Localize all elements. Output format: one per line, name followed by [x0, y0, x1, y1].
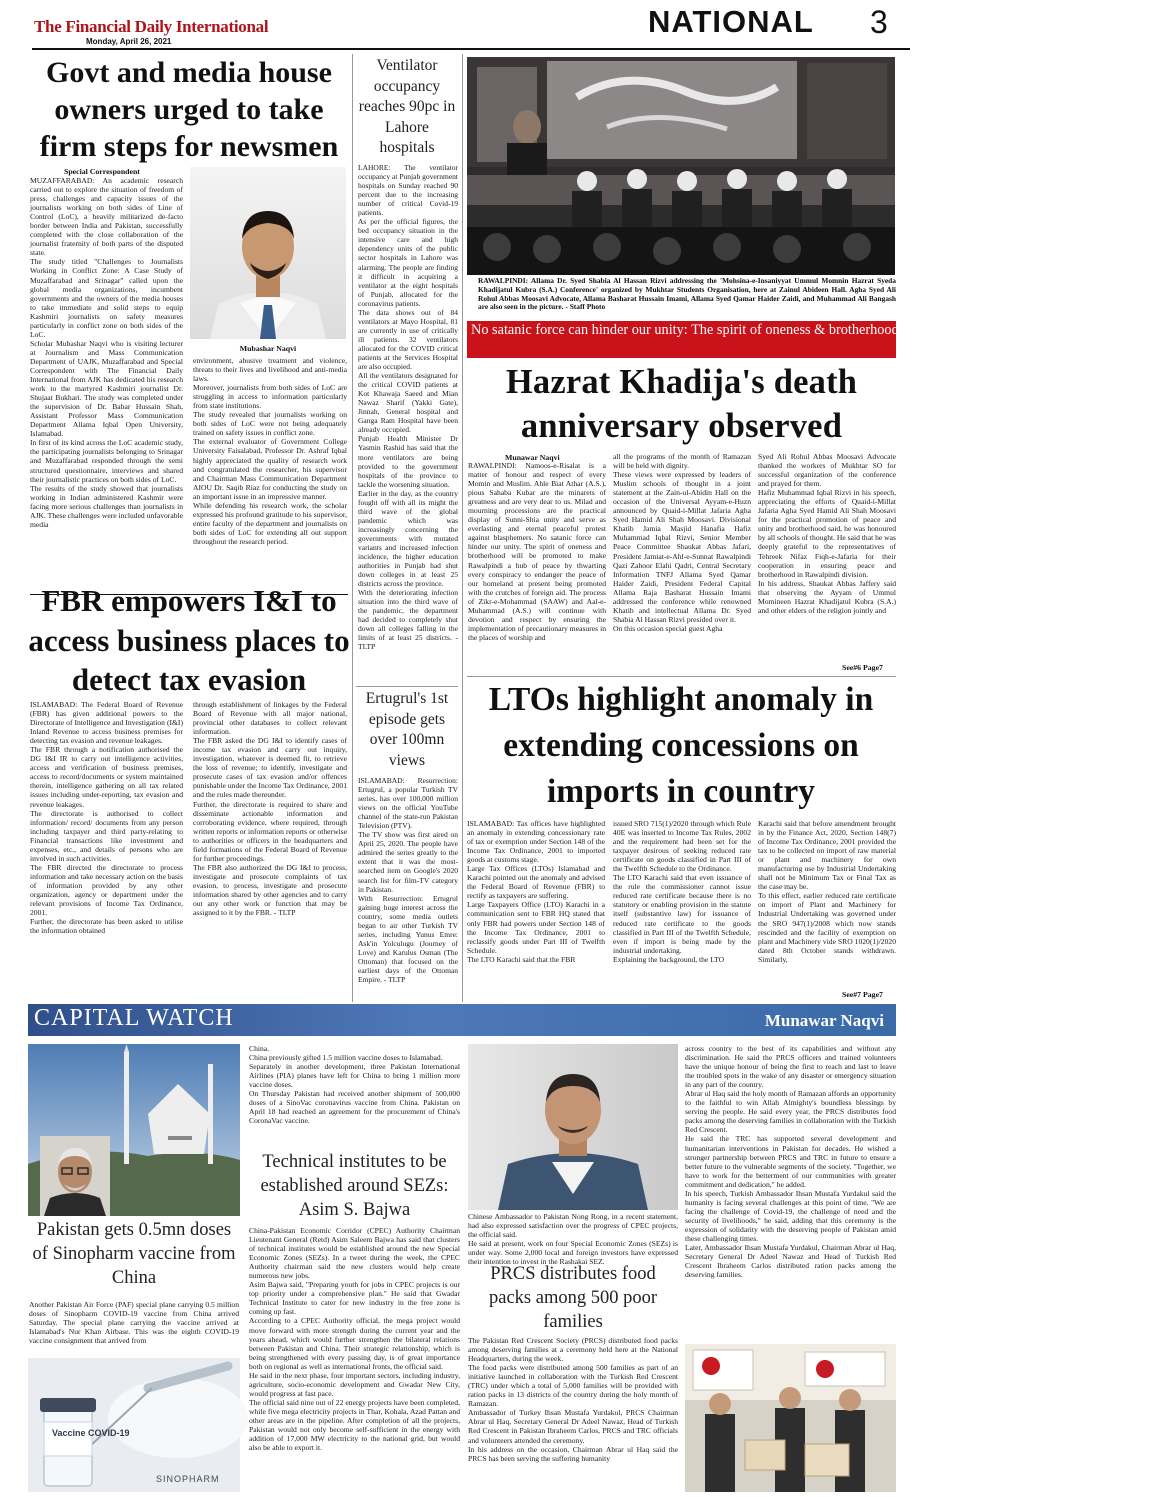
- article1-photo-caption: Mubashar Naqvi: [239, 344, 297, 353]
- article3-byline: Munawar Naqvi: [505, 453, 560, 462]
- capital-watch-band: [28, 1004, 896, 1036]
- article5-body: ISLAMABAD: Resurrection: Ertugrul, a popular Turkish TV series, has over 100,000 million views on the official YouTube channel of the state-run Pakistan Television (PTV). The TV show was first aired on April 25, 2020. The people have admired the series greatly to the extent that it was the most-searched item on Google's 2020 search list for film-TV category in Pakistan. With Resurrection: Ertugrul gaining huge interest across the country, some media outlets began to air other Turkish TV series, including Yunus Emre: Ask'in Yolculugu (Journey of Love) and Karulus Osman (The Ottoman) that focused on the earliest days of the Ottoman Empire. - TLTP: [358, 776, 458, 985]
- vaccine-photo: [28, 1358, 240, 1492]
- article2-body: LAHORE: The ventilator occupancy at Punjab government hospitals on Sunday reached 90 percent due to the increasing number of critical Covid-19 patients. As per the official figures, the bed occupancy situation in the intensive care and high dependency units of the public sector hospitals in Lahore was alarming. The people are finding it difficult in acquiring a ventilator at the eight hospitals of Punjab, allocated for the coronavirus patients. The data shows out of 84 ventilators at Mayo Hospital, 81 are currently in use of critically ill patients. 32 ventilators allocated for the COVID critical patients at the Services Hospital are also occupied. All the ventilators designated for the critical COVID patients at Kot Khawaja Saeed and Mian Nawaz Sharif (Yakki Gate), Jinnah, General hospital and Ganga Ram Hospital have been already occupied. Punjab Health Minister Dr Yasmin Rashid has said that the more ventilators are being provided to the government hospitals of the province to tackle the worsening situation. Earlier in the day, as the country fought off with all its might the third wave of the global pandemic which was increasingly concerning the governments with mutated variants and increased infection incidence, the higher education authorities in Punjab had shut down colleges in at least 25 districts across the province. With the deteriorating infection situation into the third wave of the pandemic, the department had decided to completely shut down all colleges falling in the limits of at least 25 districts. - TLTP: [358, 163, 458, 652]
- article7-headline: Pakistan gets 0.5mn doses of Sinopharm vaccine from China: [32, 1220, 236, 1288]
- vaccine-label-line1: Vaccine COVID-19: [52, 1428, 130, 1438]
- article5-headline: Ertugrul's 1st episode gets over 100mn views: [365, 690, 449, 769]
- article3-kicker-band: [467, 321, 1151, 358]
- article4-headline: FBR empowers I&I to access business places to detect tax evasion: [28, 583, 350, 697]
- article10-body: The Pakistan Red Crescent Society (PRCS) distributed food packs among deserving families at a ceremony held here at the National Headquarters, during the week. The food packs were distributed among 500 families as part of an initiative launched in collaboration with the Turkish Red Crescent (TRC) under which a total of 5,000 families will be provided with ration packs in 13 districts of the country during the holy month of Ramazan. Ambassador of Turkey Ihsan Mustafa Yurdakul, PRCS Chairman Abrar ul Haq, Secretary General Dr Adeel Nawaz, Head of Turkish Red Crescent in Pakistan Ibraheem Carlos, PRCS and TRC officials and volunteers attended the ceremony. In his address on the occasion, Chairman Abrar ul Haq said the PRCS has been serving the suffering humanity: [468, 1336, 678, 1463]
- masthead-rule: [32, 48, 910, 50]
- page-number: 3: [870, 4, 888, 40]
- divider-ertugrul: [356, 686, 458, 687]
- col-rule-1: [352, 54, 353, 1002]
- article6-headline: LTOs highlight anomaly in extending concessions on imports in country: [488, 681, 874, 810]
- capital-watch-author: Munawar Naqvi: [764, 1011, 884, 1030]
- article10-headline: PRCS distributes food packs among 500 poor families: [488, 1264, 657, 1332]
- article6-col1: ISLAMABAD: Tax offices have highlighted an anomaly in extending concessionary rate of tax or exemption under Section 148 of the Income Tax Ordinance, 2001 to imported goods at customs stage. Large Tax Offices (LTOs) Islamabad and Karachi pointed out the anomaly and advised the Federal Board of Revenue (FBR) to rectify as taxpayers are suffering. Large Taxpayers Office (LTO) Karachi in a communication sent to FBR HQ stated that only FBR had powers under Section 148 of the Income Tax Ordinance, 2001 to reclassify goods under Part III of Twelfth Schedule. The LTO Karachi said that the FBR: [467, 819, 605, 964]
- article6-col3: Karachi said that before amendment brought in by the Finance Act, 2020, Section 148(7) of Income Tax Ordinance, 2001 provided the tax to be collected on import of raw material or plant and machinery for own manufacturing use by Industrial Undertaking shall not be Minimum Tax or Final Tax as the case may be. To this effect, earlier reduced rate certificate on import of Plant and Machinery for Industrial Undertaking was governed under the SRO 947(1)/2008 which now stands rescinded and the facility of exemption on plant and Machinery vide SRO 1020(1)/2020 dated 8th October stands withdrawn. Similarly,: [758, 819, 896, 964]
- article3-jump[interactable]: See#6 Page7: [842, 663, 883, 672]
- article6-jump[interactable]: See#7 Page7: [842, 990, 883, 999]
- article1-col1: MUZAFFARABAD: An academic research carried out to explore the situation of freedom of press, challenges and capacity issues of the journalists working on both sides of Line of Control (LoC), a heavily militarized de-facto border between India and Pakistan, successfully completed with the close collaboration of the journalist fraternity of both parts of the disputed state. The study titled "Challenges to Journalists Working in Conflict Zone: A Case Study of Muzaffarabad and Srinagar" called upon the global media organizations, incumbent governments and the owners of the media houses to take immediate and solid steps to equip Kashmiri journalists on safety measures particularly in conflict zone on both sides of the LoC. Scholar Mubashar Naqvi who is visiting lecturer at Journalism and Mass Communication Department of UAJK, Muzaffarabad and Special Correspondent with The Financial Daily International from AJK has dedicated his research work to the martyred Kashmiri journalist Dr. Shujaat Bukhari. The study was completed under the supervision of Dr. Babar Hussain Shah, Assistant Professor Mass Communication Department Allama Iqbal Open University, Islamabad. In first of its kind across the LoC academic study, the participating journalists belonging to Srinagar and Muzaffarabad responded through the semi structured questionnaire, interviews and shared their journalistic practices on both sides of LoC. The results of the study showed that journalists working in Indian administered Kashmir were facing more serious challenges than journalists in AJK. These challenges were included unfavorable media: [30, 176, 183, 529]
- article8-headline: Technical institutes to be established around SEZs: Asim S. Bajwa: [260, 1152, 449, 1220]
- article4-col1: ISLAMABAD: The Federal Board of Revenue (FBR) has given additional powers to the Directorate of Intelligence and Investigation (I&I) Inland Revenue to access business premises for detecting tax evasion and revenue leakages. The FBR through a notification authorised the DG I&I IR to carry out intelligence activities, access and verification of business premises, access to record/documents or system maintained therein, intelligence gathering on all tax related issues including under-reporting, tax evasion and revenue leakages. The directorate is authorised to collect information/ record/ documents from any person including taxpayer and third party-relating to Financial transactions like investment and expenses, etc., and details of persons who are involved in such activities. The FBR directed the directorate to process information and take necessary action on the basis of information provided by any other organization, agency or department under the relevant provisions of Income Tax Ordinance, 2001. Further, the directorate has been asked to utilise the information obtained: [30, 700, 183, 936]
- article7-body: Another Pakistan Air Force (PAF) special plane carrying 0.5 million doses of Sinopharm COVID-19 vaccine from China arrived Saturday. The special plane carrying the vaccine arrived at Islamabad's Nur Khan Airbase. This was the eighth COVID-19 vaccine consignment that arrived from: [29, 1300, 239, 1346]
- article3-kicker: No satanic force can hinder our unity: The spirit of oneness & brotherhood will be promoted, says conference speakers: [471, 322, 1151, 338]
- article10-col2: across country to the best of its capabilities and without any discrimination. He said the PRCS officers and trained volunteers have the unique honour of being the first to reach and last to leave the troubled spots in the wake of any disaster or emergency situation in any part of the country. Abrar ul Haq said the holy month of Ramazan affords an opportunity to the faithful to win Allah Almighty's boundless blessings by serving the people. He said every year, the PRCS distributes food packs among the deserving families in collaboration with the Turkish Red Crescent. He said the TRC has supported several development and humanitarian interventions in Pakistan for decades. He wished a stronger partnership between PRCS and TRC in future to ensure a better future to the vulnerable segments of the society. "Together, we have to work for the betterment of our communities with greater commitment and dedication," he added. In his speech, Turkish Ambassador Ihsan Mustafa Yurdakul said the humanity is facing several challenges at this point of time. "We are facing the challenge of Covid-19, the challenge of need and the security of livelihoods," he said, adding that this ceremony is the expression of solidarity with the deserving people of Pakistan amid these challenging times. Later, Ambassador Ihsan Mustafa Yurdakul, Chairman Abrar ul Haq, Secretary General Dr Adeel Nawaz and Head of Turkish Red Crescent Ibraheem Carlos distributed ration packs among the deserving families.: [685, 1044, 896, 1280]
- section-name: NATIONAL: [648, 4, 814, 39]
- article3-col3: Syed Ali Rohul Abbas Moosavi Advocate thanked the workers of Mukhtar SO for successful organization of the conference and prayed for them. Hafiz Muhammad Iqbal Rizvi in his speech, appreciating the efforts of Quaid-i-Millat Jafaria Agha Syed Hamid Ali Shah Moosavi for the practical promotion of peace and unity and brotherhood said, he was honoured by all schools of thought. He said that he was deeply grateful to the representatives of Tehreek Nifaz Fiqh-e-Jafaria for their cooperation in ensuring peace and brotherhood in Rawalpindi division. In his address, Shaukat Abbas Jaffery said that observing the Ayyam of Ummul Momineen Hazrat Khadijatul Kubra (S.A.) and other elders of the religion jointly and: [758, 452, 896, 615]
- capital-watch-title: CAPITAL WATCH: [34, 1005, 234, 1031]
- sinopharm-brand: SINOPHARM: [156, 1474, 220, 1484]
- article1-portrait: [190, 167, 346, 339]
- article4-col2: through establishment of linkages by the Federal Board of Revenue with all major national, provincial other databases to collect relevant information. The FBR asked the DG I&I to identify cases of income tax evasion and carry out inquiry, investigation, whatever is deemed fit, to retrieve the loss of revenue; to identify, investigate and prosecute cases of tax evasion and/or offences punishable under the Income Tax Ordinance, 2001 and the rules made thereunder. Further, the directorate is required to share and disseminate actionable information and corroborating evidence, where required, through written reports or information reports or otherwise to authorities or officers in the headquarters and field formations of the Federal Board of Revenue for further proceedings. The FBR also authorized the DG I&I to process, investigate and prosecute complaints of tax evasion, to process, investigate and prosecute information shared by other agencies and to carry out any other work or function that may be assigned to it by the FBR. - TLTP: [193, 700, 347, 918]
- prcs-photo: [685, 1344, 896, 1492]
- columnist-portrait: [40, 1136, 110, 1216]
- masthead: [0, 0, 945, 52]
- article3-col1: RAWALPINDI: Namoos-e-Risalat is a matter of honour and respect of every Momin and Muslim. Ahle Biat Athar (A.S.), pious Sahaba Kubar are the minarets of greatness and are very dear to us. Milad and mourning processions are the practical display of Sunni-Shia unity and serve as everlasting and eternal peaceful protest against blasphemers. No satanic force can hinder our unity. The spirit of oneness and brotherhood will be promoted to make Rawalpindi a hub of peace by thwarting every conspiracy to endanger the peace of our homeland at present being promoted with the crutches of foreign aid. The process of Zikr-e-Mohammad (SAAW) and Aal-e-Muhammad (A.S.) will continue with devotion and respect by ensuring the implementation of precautionary measures in the places of worship and: [468, 461, 606, 642]
- article6-col2: issued SRO 715(1)/2020 through which Rule 40E was inserted to Income Tax Rules, 2002 and the requirement had been set for the taxpayer desirous of seeking reduced rate certificate on goods classified in Part III of the Twelfth Schedule to the Ordinance. The LTO Karachi said that even issuance of the rule the commissioner cannot issue reduced rate certificate because there is no statutory or enabling provision in the statute itself (substantive law) for issuance of reduced rate certificate to the goods classified in Part III of the Twelfth Schedule, even if import is being made by the industrial undertaking. Explaining the background, the LTO: [613, 819, 751, 964]
- article2-headline: Ventilator occupancy reaches 90pc in Lahore hospitals: [358, 57, 456, 156]
- conference-photo-caption: RAWALPINDI: Allama Dr. Syed Shabia Al Hassan Rizvi addressing the 'Mohsina-e-Insaniyyat Ummul Momnin Hazrat Syeda Khadijatul Kubra (S.A.) Conference' organized by Mukhtar Students Organisation, here at Zainul Abideen Hall. Agha Syed Ali Rohul Abbas Moosavi Advocate, Allama Basharat Hussain Imami, Allama Syed Qamar Haider Zaidi, and Muhammad Ali Bangash are also seen in the picture. - Staff Photo: [478, 276, 896, 312]
- article1-col2: environment, abusive treatment and violence, threats to their lives and livelihood and anti-media laws. Moreover, journalists from both sides of LoC are struggling in access to information particularly from state institutions. The study revealed that journalists working on both sides of LoC were not being adequately trained on safety issues in conflict zone. The external evaluator of Government College University Faisalabad, Professor Dr. Ashraf Iqbal highly appreciated the quality of research work and congratulated the researcher, his supervisor and Chairman Mass Communication Department AIOU Dr. Saqib Riaz for conducting the study on an important issue in an impressive manner. While defending his research work, the scholar expressed his profound gratitude to his supervisor, entire faculty of the department and journalists on both sides of LoC for extending all out support throughout the research period.: [193, 356, 347, 546]
- article1-headline: Govt and media house owners urged to take firm steps for newsmen: [39, 56, 339, 163]
- article3-col2: all the programs of the month of Ramazan will be held with dignity. These views were expressed by leaders of Muslim schools of thought in a joint statement at the Zain-ul-Abidin Hall on the occasion of the Universal Ayyam-e-Huzn announced by Quaid-i-Millat Jafaria Agha Syed Hamid Ali Shah Moosavi. Divisional Khatib Jamia Masjid Hanafia Hafiz Muhammad Iqbal Rizvi, Senior Member Peace Committee Shaukat Abbas Jafari, President Jamiat-e-Ahl-e-Sunnat Rawalpindi Qazi Zahoor Elahi Qadri, Central Secretary Information TNFJ Allama Syed Qamar Haider Zaidi, President Federal Capital Allama Raja Basharat Hussain Imami addressed the conference while renowned Khatib and intellectual Allama Dr. Syed Shabia Al Hassan Rizvi presided over it. On this occasion special guest Agha: [613, 452, 751, 633]
- divider-lto: [467, 676, 896, 677]
- article7-continued: China. China previously gifted 1.5 million vaccine doses to Islamabad. Separately in another development, three Pakistan International Airlines (PIA) planes have left for China to bring 1 million more vaccine doses. On Thursday Pakistan had received another shipment of 500,000 doses of a SinoVac coronavirus vaccine from China. Pakistan on April 18 had reached an agreement for the procurement of China's CoronaVac vaccine.: [249, 1044, 460, 1126]
- article1-byline: Special Correspondent: [64, 167, 140, 176]
- bajwa-photo: [468, 1044, 678, 1210]
- article9-body: Chinese Ambassador to Pakistan Nong Rong, in a recent statement, had also expressed satisfaction over the progress of CPEC projects, the official said. He said at present, work on four Special Economic Zones (SEZs) is under way. Some 2,000 local and foreign investors have expressed their intention to invest in the Rashakai SEZ.: [468, 1212, 678, 1267]
- article8-body: China-Pakistan Economic Corridor (CPEC) Authority Chairman Lieutenant General (Retd) Asim Saleem Bajwa has said that clusters of technical institutes would be established around the new Special Economic Zones (SEZs). In a tweet during the week, the CPEC Authority chairman said the new clusters would help create numerous new jobs. Asim Bajwa said, "Preparing youth for jobs in CPEC projects is our top priority under a comprehensive plan." He said that Gwadar Technical Institute to cater for new industry in the free zone is coming up fast. According to a CPEC Authority official, the mega project would move forward with more strength during the current year and the years ahead, which would further strengthen the bilateral relations between Pakistan and China. Their strategic relationship, which is being strengthened with every passing day, is of great importance both on regional as well as international fronts, the official said. He said in the next phase, four important sectors, including industry, agriculture, socio-economic development and Gwadar New City, would progress at fast pace. The official said nine out of 22 energy projects have been completed, while five mega electricity projects in Thar, Kohala, Azad Pattan and other areas are in the pipeline. After completion of all the projects, Pakistan would not only become self-sufficient in the energy with addition of 17,000 MW electricity to the national grid, but would also be able to export it.: [249, 1226, 460, 1453]
- col-rule-2: [462, 54, 463, 1002]
- article3-headline: Hazrat Khadija's death anniversary observed: [505, 363, 858, 445]
- paper-name: The Financial Daily International: [34, 17, 269, 36]
- conference-photo: [467, 57, 895, 275]
- issue-date: Monday, April 26, 2021: [86, 37, 172, 46]
